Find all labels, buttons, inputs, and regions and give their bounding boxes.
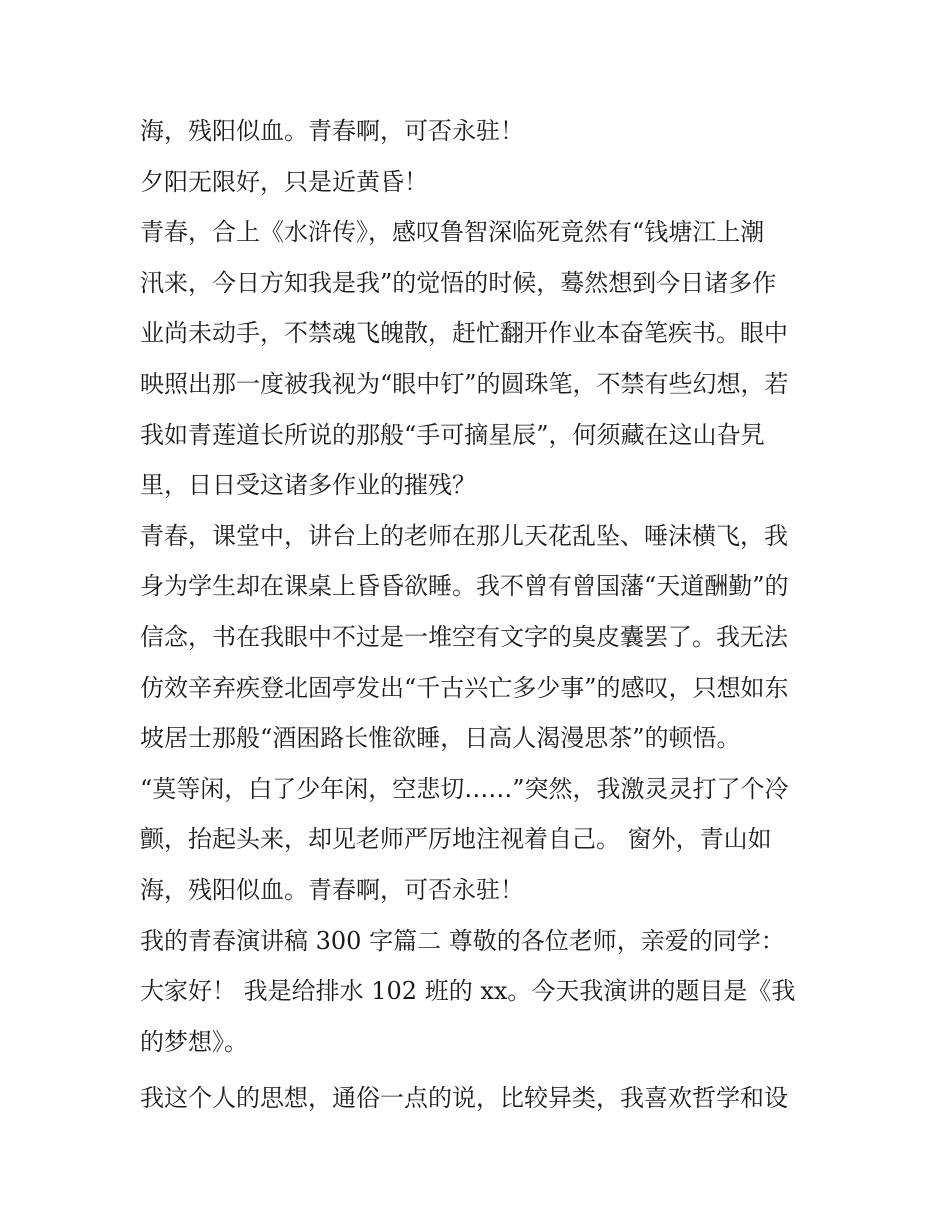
- text-line: 我这个人的思想，通俗一点的说，比较异类，我喜欢哲学和设: [140, 1084, 788, 1113]
- text-line: 我的青春演讲稿 300 字篇二 尊敬的各位老师，亲爱的同学：: [140, 926, 785, 955]
- text-line: 业尚未动手，不禁魂飞魄散，赶忙翻开作业本奋笔疾书。眼中: [140, 319, 788, 348]
- text-line: 大家好！ 我是给排水 102 班的 xx。今天我演讲的题目是《我: [140, 977, 796, 1006]
- text-line: “莫等闲，白了少年闲，空悲切……”突然，我激灵灵打了个冷: [140, 774, 789, 803]
- text-line: 仿效辛弃疾登北固亭发出“千古兴亡多少事”的感叹，只想如东: [140, 673, 789, 702]
- text-line: 里，日日受这诸多作业的摧残？: [140, 471, 476, 500]
- text-line: 映照出那一度被我视为“眼中钉”的圆珠笔，不禁有些幻想，若: [140, 369, 789, 398]
- text-line: 海，残阳似血。青春啊，可否永驻！: [140, 117, 524, 145]
- text-line: 海，残阳似血。青春啊，可否永驻！: [140, 875, 524, 904]
- text-line: 青春，课堂中，讲台上的老师在那儿天花乱坠、唾沫横飞，我: [140, 521, 788, 550]
- text-line: 颤，抬起头来，却见老师严厉地注视着自己。 窗外，青山如: [140, 825, 772, 854]
- text-line: 坡居士那般“酒困路长惟欲睡，日高人渴漫思茶”的顿悟。: [140, 724, 741, 753]
- text-line: 身为学生却在课桌上昏昏欲睡。我不曾有曾国藩“天道酬勤”的: [140, 572, 789, 601]
- text-line: 青春，合上《水浒传》，感叹鲁智深临死竟然有“钱塘江上潮: [140, 218, 765, 247]
- text-line: 的梦想》。: [140, 1027, 248, 1056]
- text-line: 我如青莲道长所说的那般“手可摘星辰”，何须藏在这山旮旯: [140, 420, 765, 449]
- text-line: 夕阳无限好，只是近黄昏！: [140, 167, 428, 196]
- text-line: 汛来，今日方知我是我”的觉悟的时候，蓦然想到今日诸多作: [140, 268, 777, 297]
- document-body: [140, 106, 820, 1124]
- text-line: 信念，书在我眼中不过是一堆空有文字的臭皮囊罢了。我无法: [140, 622, 788, 651]
